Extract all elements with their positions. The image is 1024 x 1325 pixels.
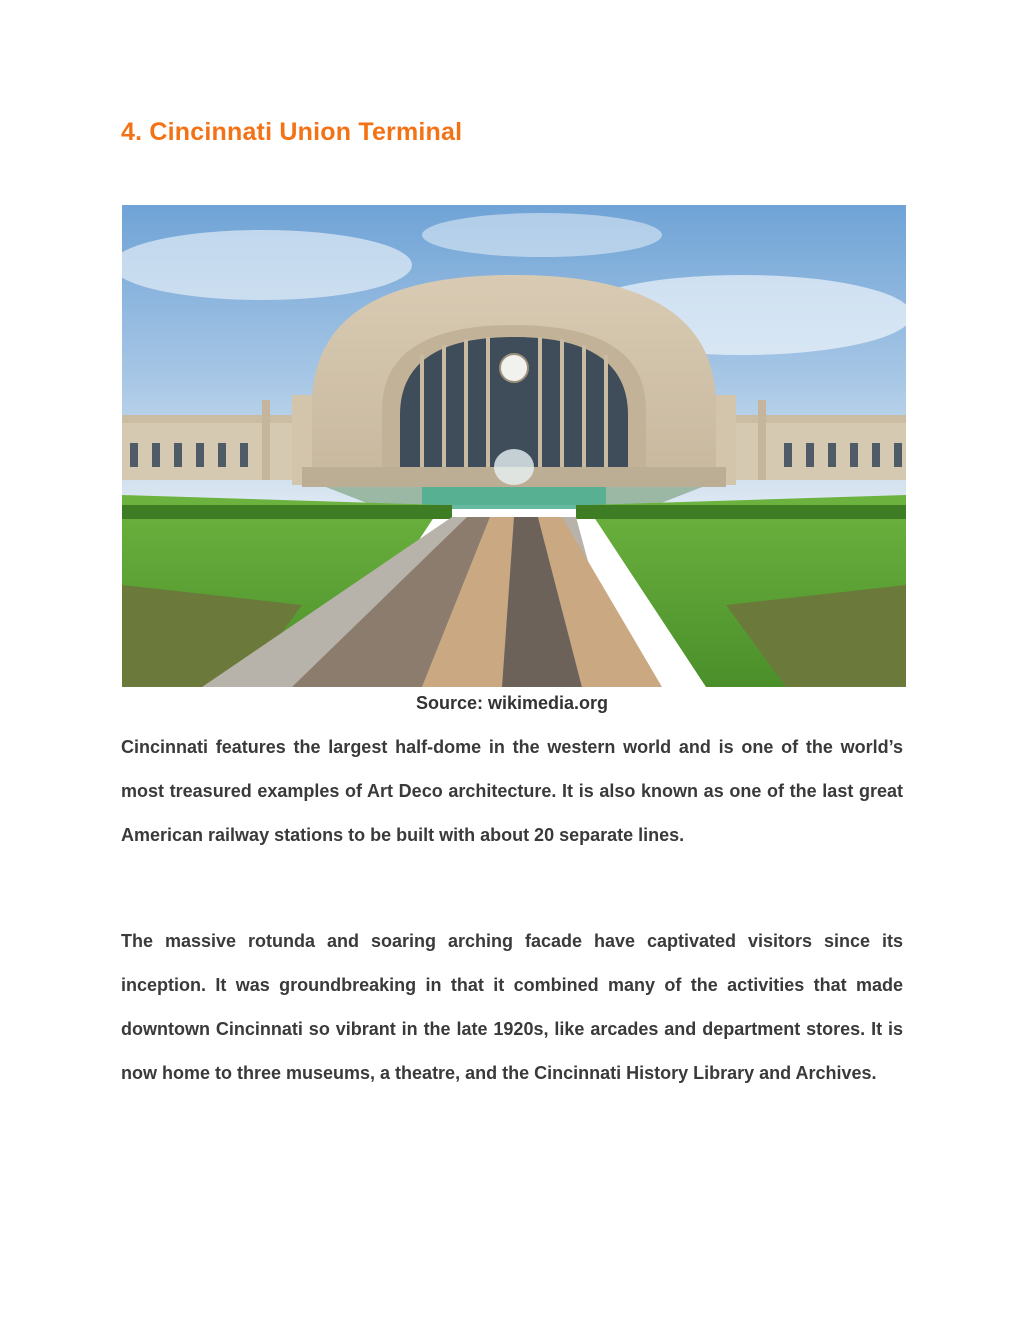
- body-paragraph-1: Cincinnati features the largest half-dome in the western world and is one of the world’s most treasured examples of Art Deco architecture. It is also known as one of the last great American railway stations to be built with about 20 separate lines.: [121, 737, 903, 845]
- page-title: 4. Cincinnati Union Terminal: [121, 118, 463, 146]
- image-caption: Source: wikimedia.org: [415, 693, 609, 713]
- body-paragraph-2: The massive rotunda and soaring arching facade have captivated visitors since its inception. It was groundbreaking in that it combined many of the activities that made downtown Cincinnati so vibrant in the late 1920s, like arcades and department stores. It is now home to three museums, a theatre, and the Cincinnati History Library and Archives.: [121, 931, 903, 1083]
- terminal-photo: [122, 205, 906, 687]
